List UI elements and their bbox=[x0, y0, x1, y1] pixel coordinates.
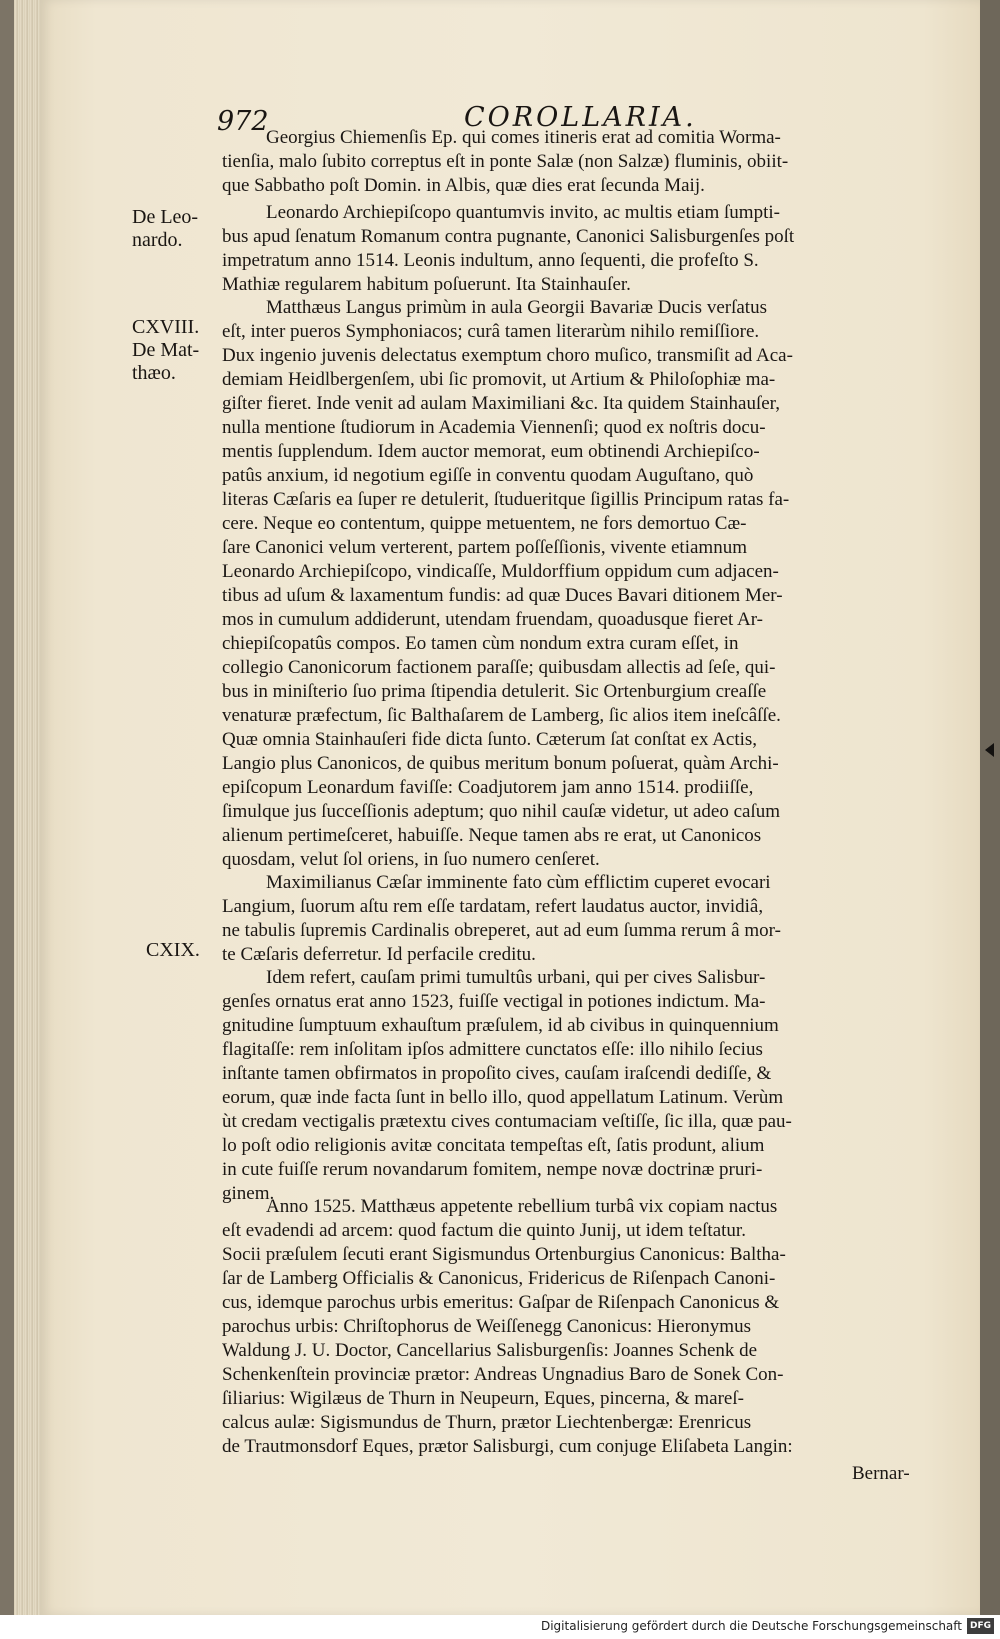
text-line: quosdam, velut ſol oriens, in ſuo numero cenſeret. bbox=[222, 849, 600, 870]
text-line: calcus aulæ: Sigismundus de Thurn, prætor Liechtenbergæ: Erenricus bbox=[222, 1412, 752, 1433]
text-block-matthaeus bbox=[222, 296, 922, 872]
text-line: genſes ornatus erat anno 1523, fuiſſe vectigal in potiones indictum. Ma- bbox=[222, 991, 766, 1012]
text-line: ſar de Lamberg Officialis & Canonicus, Fridericus de Riſenpach Canoni- bbox=[222, 1268, 776, 1289]
text-line: que Sabbatho poſt Domin. in Albis, quæ dies erat ſecunda Maij. bbox=[222, 175, 705, 196]
text-line: ne tabulis ſupremis Cardinalis obreperet, aut ad eum ſumma rerum â mor- bbox=[222, 920, 781, 941]
margin-note-cxix bbox=[146, 939, 226, 962]
text-line: te Cæſaris deferretur. Id perfacile creditu. bbox=[222, 944, 536, 965]
text-line: Dux ingenio juvenis delectatus exemptum choro muſico, transmiſit ad Aca- bbox=[222, 345, 793, 366]
catchword: Bernar- bbox=[852, 1463, 910, 1484]
text-line: mentis ſupplendum. Idem auctor memorat, eum obtinendi Archiepiſco- bbox=[222, 441, 760, 462]
text-block-anno-1525 bbox=[222, 1195, 922, 1459]
facing-page-edge bbox=[980, 0, 1000, 1615]
text-line: literas Cæſaris ea ſuper re detulerit, ſtudueritque ſigillis Principum ratas fa- bbox=[222, 489, 790, 510]
text-line: bus apud ſenatum Romanum contra pugnante, Canonici Salisburgenſes poſt bbox=[222, 226, 795, 247]
text-line: mos in cumulum addiderunt, utendam fruendam, quoadusque fieret Ar- bbox=[222, 609, 763, 630]
text-line: eſt, inter pueros Symphoniacos; curâ tamen literarùm nihilo remiſſiore. bbox=[222, 321, 760, 342]
text-line: Idem refert, cauſam primi tumultûs urbani, qui per cives Salisbur- bbox=[266, 967, 766, 988]
text-line: Anno 1525. Matthæus appetente rebellium turbâ vix copiam nactus bbox=[266, 1196, 778, 1217]
text-line: nulla mentione ſtudiorum in Academia Viennenſi; quod ex noſtris docu- bbox=[222, 417, 766, 438]
text-line: chiepiſcopatûs compos. Eo tamen cùm nondum extra curam eſſet, in bbox=[222, 633, 739, 654]
text-line: inſtante tamen obfirmatos in propoſito cives, cauſam iraſcendi dediſſe, & bbox=[222, 1063, 772, 1084]
facing-page-marker bbox=[985, 743, 994, 757]
text-line: tibus ad uſum & laxamentum fundis: ad quæ Duces Bavari ditionem Mer- bbox=[222, 585, 783, 606]
text-line: parochus urbis: Chriſtophorus de Weiſſenegg Canonicus: Hieronymus bbox=[222, 1316, 751, 1337]
text-line: Georgius Chiemenſis Ep. qui comes itineris erat ad comitia Worma- bbox=[266, 127, 781, 148]
text-block-leonardo bbox=[222, 201, 922, 297]
text-line: lo poſt odio religionis avitæ concitata tempeſtas eſt, ſatis produnt, alium bbox=[222, 1135, 765, 1156]
text-line: Quæ omnia Stainhauſeri fide dicta ſunto. Cæterum ſat conſtat ex Actis, bbox=[222, 729, 758, 750]
text-line: Langium, ſuorum aſtu rem eſſe tardatam, refert laudatus auctor, invidiâ, bbox=[222, 896, 764, 917]
text-line: ginem. bbox=[222, 1183, 275, 1204]
text-line: ſiliarius: Wigilæus de Thurn in Neupeurn, Eques, pincerna, & mareſ- bbox=[222, 1388, 744, 1409]
text-line: ùt credam vectigalis prætextu cives contumaciam veſtiſſe, ſic illa, quæ pau- bbox=[222, 1111, 792, 1132]
text-line: Maximilianus Cæſar imminente fato cùm efflictim cuperet evocari bbox=[266, 872, 771, 893]
margin-note-line: CXVIII. bbox=[132, 316, 200, 338]
text-line: patûs anxium, id negotium egiſſe in conventu quodam Auguſtano, quò bbox=[222, 465, 754, 486]
text-line: giſter fieret. Inde venit ad aulam Maximiliani &c. Ita quidem Stainhauſer, bbox=[222, 393, 780, 414]
margin-note-cxviii bbox=[132, 316, 212, 385]
text-block-georgius bbox=[222, 126, 922, 198]
dfg-logo-icon: DFG bbox=[967, 1618, 994, 1634]
text-line: Mathiæ regularem habitum poſuerunt. Ita Stainhauſer. bbox=[222, 274, 631, 295]
text-line: ſare Canonici velum verterent, partem poſſeſſionis, vivente etiamnum bbox=[222, 537, 747, 558]
text-line: epiſcopum Leonardum faviſſe: Coadjutorem jam anno 1514. prodiiſſe, bbox=[222, 777, 754, 798]
text-line: bus in miniſterio ſuo prima ſtipendia detulerit. Sic Ortenburgium creaſſe bbox=[222, 681, 767, 702]
page-number: 972 bbox=[217, 106, 269, 137]
text-line: Leonardo Archiepiſcopo quantumvis invito, ac multis etiam ſumpti- bbox=[266, 202, 780, 223]
text-line: demiam Heidlbergenſem, ubi ſic promovit, ut Artium & Philoſophiæ ma- bbox=[222, 369, 776, 390]
text-line: impetratum anno 1514. Leonis indultum, anno ſequenti, die profeſto S. bbox=[222, 250, 759, 271]
text-line: eſt evadendi ad arcem: quod factum die quinto Junij, ut idem teſtatur. bbox=[222, 1220, 746, 1241]
margin-note-line: thæo. bbox=[132, 362, 176, 384]
text-line: gnitudine ſumptuum exhauſtum præſulem, id ab civibus in quinquennium bbox=[222, 1015, 779, 1036]
running-title: COROLLARIA. bbox=[464, 102, 697, 133]
text-line: flagitaſſe: rem inſolitam ipſos admittere cunctatos eſſe: illo nihilo ſecius bbox=[222, 1039, 763, 1060]
text-line: ſimulque jus ſucceſſionis adeptum; quo nihil cauſæ videtur, ut adeo caſum bbox=[222, 801, 781, 822]
footer-credit: Digitalisierung gefördert durch die Deutsche Forschungsgemeinschaft bbox=[540, 1619, 962, 1633]
text-line: eorum, quæ inde facta ſunt in bello illo, quod appellatum Latinum. Verùm bbox=[222, 1087, 784, 1108]
text-line: alienum pertimeſceret, habuiſſe. Neque tamen abs re erat, ut Canonicos bbox=[222, 825, 762, 846]
text-line: cere. Neque eo contentum, quippe metuentem, ne fors demortuo Cæ- bbox=[222, 513, 747, 534]
text-line: Schenkenſtein provinciæ prætor: Andreas Ungnadius Baro de Sonek Con- bbox=[222, 1364, 784, 1385]
text-block-maximilianus bbox=[222, 871, 922, 967]
text-line: de Trautmonsdorf Eques, prætor Salisburgi, cum conjuge Eliſabeta Langin: bbox=[222, 1436, 793, 1457]
text-line: Waldung J. U. Doctor, Cancellarius Salisburgenſis: Joannes Schenk de bbox=[222, 1340, 758, 1361]
margin-note-line: CXIX. bbox=[146, 939, 200, 961]
text-line: Langio plus Canonicos, de quibus meritum bonum poſuerat, quàm Archi- bbox=[222, 753, 779, 774]
text-block-idem-refert bbox=[222, 966, 922, 1206]
footer-bar bbox=[0, 1615, 1000, 1639]
text-line: Leonardo Archiepiſcopo, vindicaſſe, Muldorffium oppidum cum adjacen- bbox=[222, 561, 779, 582]
margin-note-line: De Mat- bbox=[132, 339, 200, 361]
margin-note-line: De Leo- bbox=[132, 206, 199, 228]
text-line: tienſia, malo ſubito correptus eſt in ponte Salæ (non Salzæ) fluminis, obiit- bbox=[222, 151, 789, 172]
text-line: venaturæ præfectum, ſic Balthaſarem de Lamberg, ſic alios item ineſcâſſe. bbox=[222, 705, 781, 726]
margin-note-leonardo bbox=[132, 206, 212, 252]
text-line: collegio Canonicorum factionem paraſſe; quibusdam allectis ad ſeſe, qui- bbox=[222, 657, 776, 678]
text-line: Socii præſulem ſecuti erant Sigismundus Ortenburgius Canonicus: Baltha- bbox=[222, 1244, 786, 1265]
text-line: cus, idemque parochus urbis emeritus: Gaſpar de Riſenpach Canonicus & bbox=[222, 1292, 780, 1313]
margin-note-line: nardo. bbox=[132, 229, 183, 251]
text-line: Matthæus Langus primùm in aula Georgii Bavariæ Ducis verſatus bbox=[266, 297, 767, 318]
text-line: in cute fuiſſe rerum novandarum fomitem, nempe novæ doctrinæ pruri- bbox=[222, 1159, 763, 1180]
